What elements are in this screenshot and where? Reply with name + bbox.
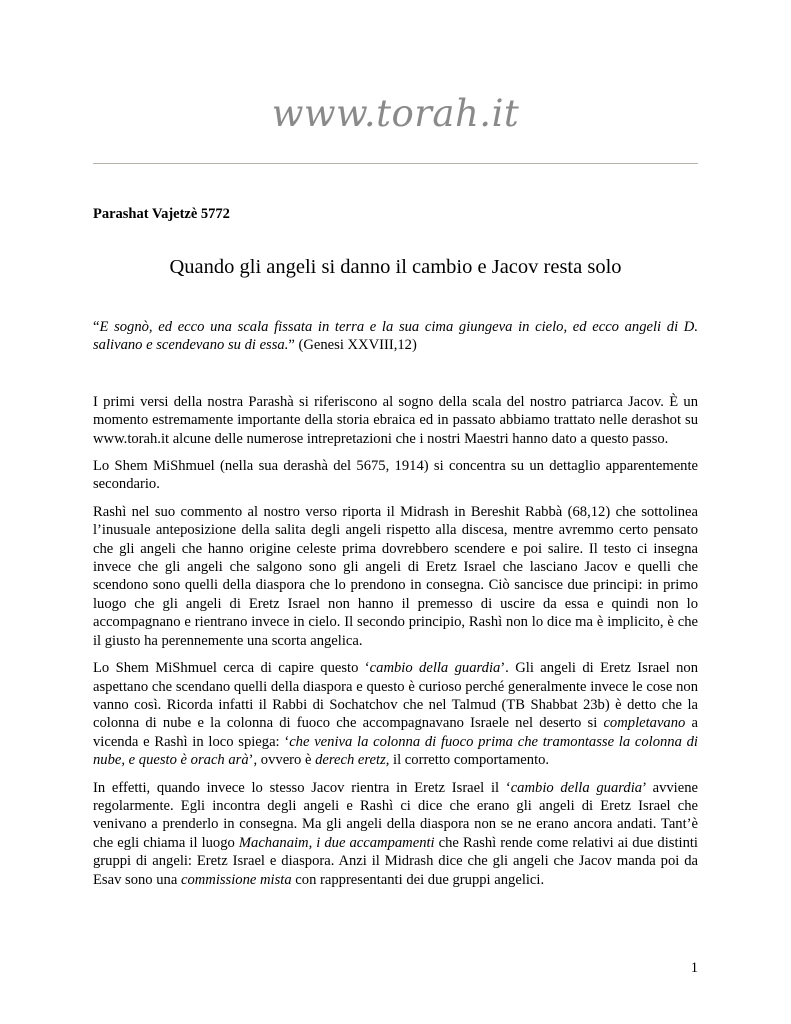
italic-run: commissione mista: [180, 871, 292, 888]
paragraph-2: Lo Shem MiShmuel (nella sua derashà del 5675, 1914) si concentra su un dettaglio apparentemente secondario.: [93, 458, 698, 493]
page-number: 1: [690, 960, 698, 976]
text-run: con rappresentanti dei due gruppi angelici.: [291, 871, 545, 888]
document-title: Quando gli angeli si danno il cambio e Jacov resta solo: [169, 256, 622, 278]
text-run: ’, ovvero è: [248, 752, 316, 769]
parasha-heading: Parashat Vajetzè 5772: [93, 206, 230, 222]
text-run: il corretto comportamento.: [389, 752, 550, 769]
text-run: ’. Gli angeli di Eretz Israel non aspettano che scendano quelli della diaspora e questo è curioso perché generalmente invece le cose non vanno così. Ricorda infatti il Rabbi di Sochatchov che nel Talmud (TB Shabbat 23b) è detto che la colonna di nube e la colonna di fuoco che accompagnavano Israele nel deserto si: [93, 660, 699, 732]
site-header-title: www.torah.it: [271, 92, 520, 135]
italic-run: completavano: [603, 715, 686, 732]
paragraph-4: [93, 659, 698, 769]
quote-reference: ” (Genesi XXVIII,12): [288, 337, 417, 354]
quote-open-mark: “: [93, 319, 100, 335]
italic-run: derech eretz,: [315, 752, 390, 769]
text-run: Lo Shem MiShmuel cerca di capire questo ‘: [93, 660, 370, 677]
text-run: a vicenda e Rashì in loco spiega: ‘: [93, 715, 698, 750]
paragraph-1: I primi versi della nostra Parashà si riferiscono al sogno della scala del nostro patriarca Jacov. È un momento estremamente importante della storia ebraica ed in passato abbiamo trattato nelle derashot su www.torah.it alcune delle numerose intrepretazioni che i nostri Maestri hanno dato a questo passo.: [93, 393, 698, 447]
header-divider: [93, 163, 698, 164]
opening-quote: [93, 318, 698, 355]
paragraph-5: [93, 779, 698, 889]
italic-run: che veniva la colonna di fuoco prima che tramontasse la colonna di nube, e questo è orach arà: [93, 733, 698, 769]
text-run: che Rashì rende come relativi ai due distinti gruppi di angeli: Eretz Israel e diaspora. Anzi il Midrash dice che gli angeli che Jacov manda poi da Esav sono una: [93, 834, 698, 888]
italic-run: cambio della guardia: [369, 660, 501, 677]
text-run: In effetti, quando invece lo stesso Jacov rientra in Eretz Israel il ‘: [93, 779, 511, 796]
quote-text: E sognò, ed ecco una scala fissata in terra e la sua cima giungeva in cielo, ed ecco angeli di D. salivano e scendevano su di essa.: [93, 319, 698, 354]
text-run: ’ avviene regolarmente. Egli incontra degli angeli e Rashì ci dice che erano gli angeli di Eretz Israel che venivano a prenderlo in consegna. Ma gli angeli della diaspora non se ne erano ancora andati. Tant’è che egli chiama il luogo: [93, 779, 698, 851]
paragraph-3: Rashì nel suo commento al nostro verso riporta il Midrash in Bereshit Rabbà (68,12) che sottolinea l’inusuale anteposizione della salita degli angeli rispetto alla discesa, mentre avremmo certo pensato che gli angeli che hanno origine celeste prima dovrebbero scendere e poi salire. Il testo ci insegna invece che gli angeli che salgono sono gli angeli di Eretz Israel che lasciano Jacov e quelli che scendono sono quelli della diaspora che lo prendono in consegna. Ciò sancisce due principi: in primo luogo che gli angeli di Eretz Israel non hanno il premesso di uscire da essa e quindi non lo accompagnano e rientrano invece in cielo. Il secondo principio, Rashì non lo dice ma è implicito, è che il giusto ha perennemente una scorta angelica.: [93, 503, 698, 649]
italic-run: cambio della guardia: [510, 779, 643, 796]
document-body: [93, 318, 698, 898]
italic-run: Machanaim, i due accampamenti: [238, 834, 435, 851]
